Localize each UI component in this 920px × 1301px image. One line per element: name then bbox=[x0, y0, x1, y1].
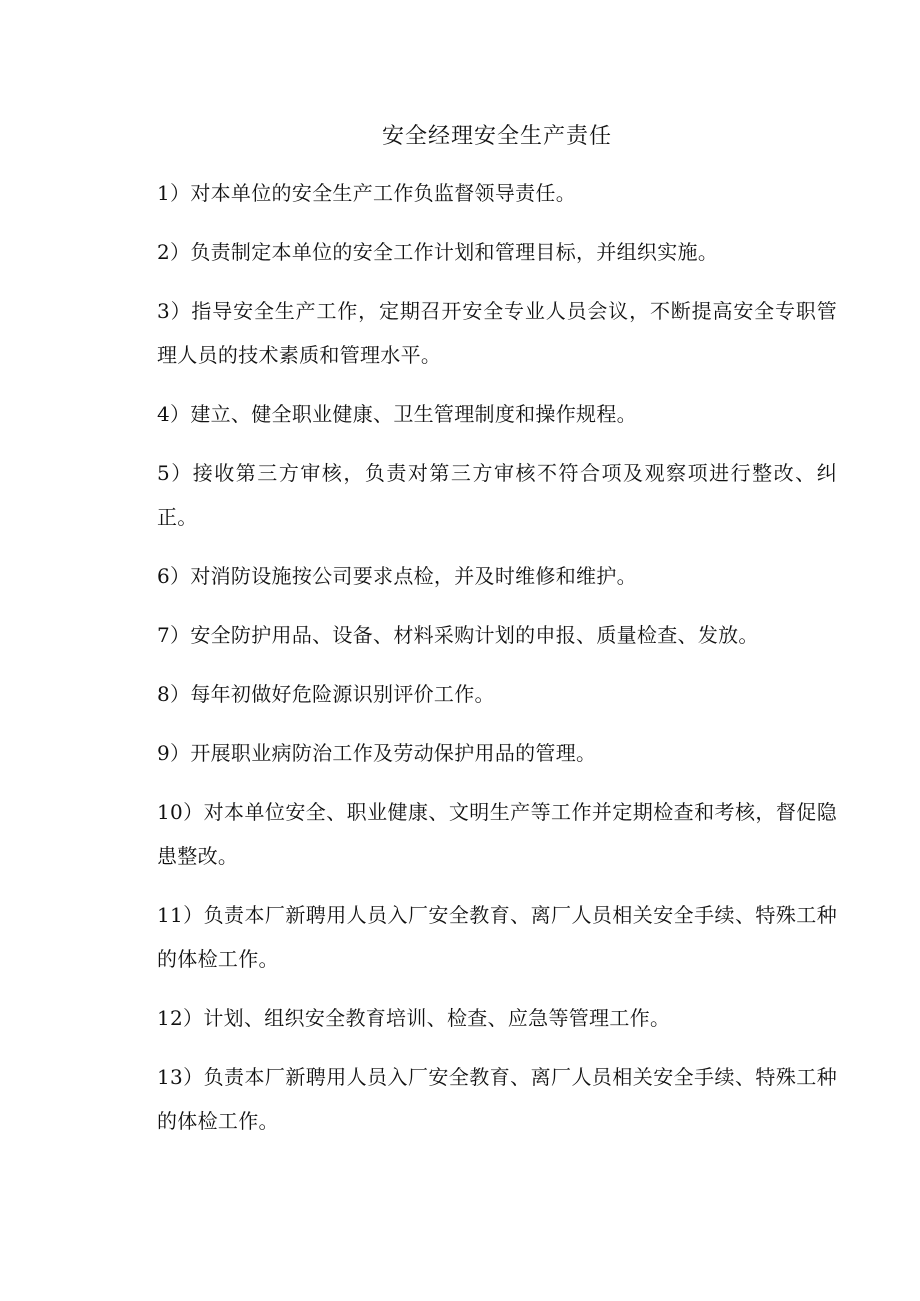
list-item-2: 2）负责制定本单位的安全工作计划和管理目标，并组织实施。 bbox=[157, 240, 719, 264]
list-item-6: 6）对消防设施按公司要求点检，并及时维修和维护。 bbox=[157, 564, 637, 588]
list-item-1: 1）对本单位的安全生产工作负监督领导责任。 bbox=[157, 181, 577, 205]
list-item-5: 5）接收第三方审核，负责对第三方审核不符合项及观察项进行整改、纠正。 bbox=[157, 461, 837, 529]
list-item-10: 10）对本单位安全、职业健康、文明生产等工作并定期检查和考核，督促隐患整改。 bbox=[157, 800, 837, 868]
list-item-9: 9）开展职业病防治工作及劳动保护用品的管理。 bbox=[157, 741, 597, 765]
list-item-11: 11）负责本厂新聘用人员入厂安全教育、离厂人员相关安全手续、特殊工种的体检工作。 bbox=[157, 903, 837, 971]
list-item-4: 4）建立、健全职业健康、卫生管理制度和操作规程。 bbox=[157, 402, 637, 426]
responsibility-list bbox=[157, 178, 837, 1165]
list-item-3: 3）指导安全生产工作，定期召开安全专业人员会议，不断提高安全专职管理人员的技术素质和管理水平。 bbox=[157, 299, 837, 367]
list-item-8: 8）每年初做好危险源识别评价工作。 bbox=[157, 682, 495, 706]
list-item-12: 12）计划、组织安全教育培训、检查、应急等管理工作。 bbox=[157, 1006, 671, 1030]
list-item-13: 13）负责本厂新聘用人员入厂安全教育、离厂人员相关安全手续、特殊工种的体检工作。 bbox=[157, 1065, 837, 1133]
list-item-7: 7）安全防护用品、设备、材料采购计划的申报、质量检查、发放。 bbox=[157, 623, 759, 647]
document-title: 安全经理安全生产责任 bbox=[381, 124, 612, 149]
